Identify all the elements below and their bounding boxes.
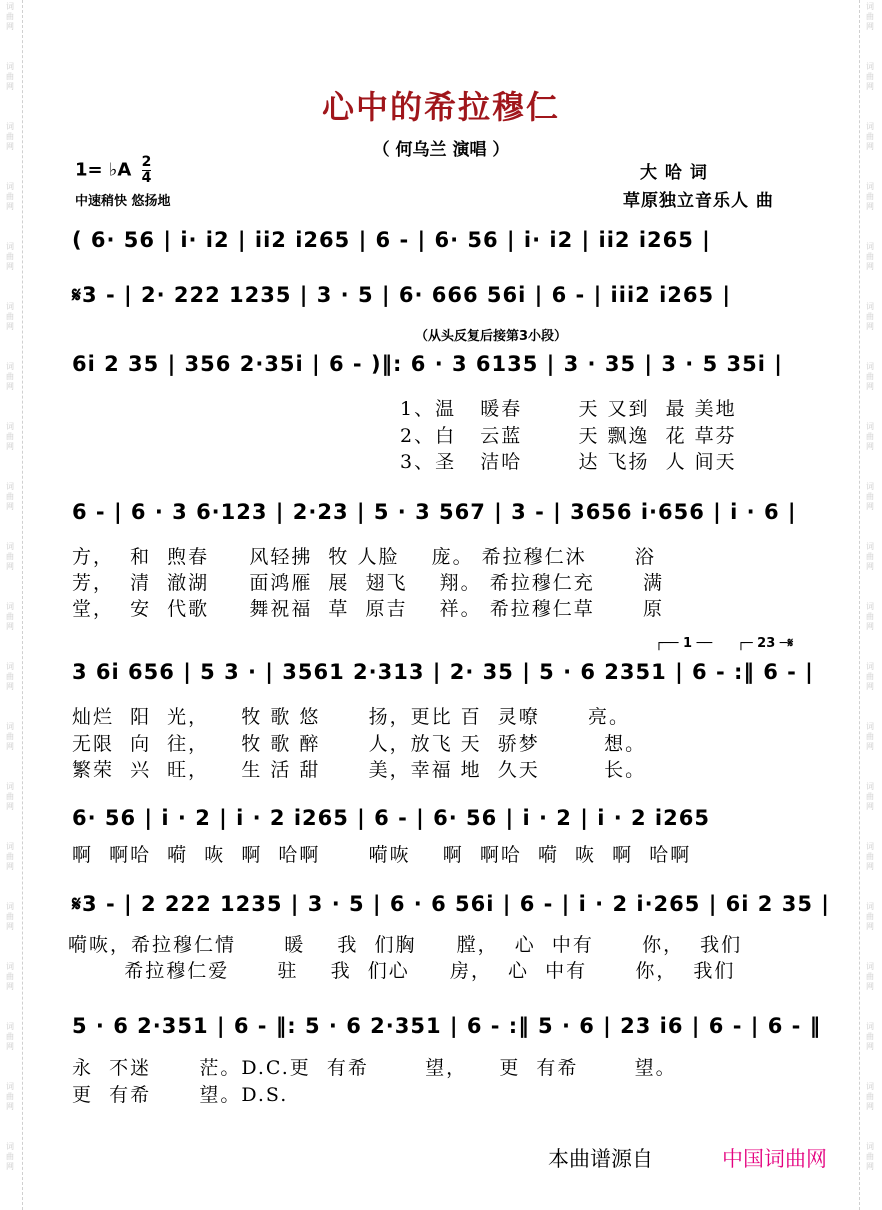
watermark-text: 词 曲 网 — [866, 422, 874, 451]
tempo-marking: 中速稍快 悠扬地 — [75, 194, 171, 209]
watermark-text: 词 曲 网 — [6, 602, 14, 631]
watermark-text: 词 曲 网 — [866, 62, 874, 91]
watermark-text: 词 曲 网 — [866, 2, 874, 31]
lyric-line: 1、温 暖春 天 又到 最 美地 — [400, 398, 737, 420]
watermark-text: 词 曲 网 — [6, 62, 14, 91]
source-label: 本曲谱源自 — [548, 1147, 653, 1171]
lyricist-credit: 大 哈 词 — [640, 163, 708, 183]
watermark-text: 词 曲 网 — [6, 962, 14, 991]
watermark-text: 词 曲 网 — [6, 1022, 14, 1051]
lyric-line: 繁荣 兴 旺， 生 活 甜 美，幸福 地 久天 长。 — [72, 759, 647, 781]
lyric-line: 嗬咴，希拉穆仁情 暖 我 们胸 膛， 心 中有 你， 我们 — [68, 934, 743, 956]
watermark-text: 词 曲 网 — [866, 782, 874, 811]
watermark-text: 词 曲 网 — [6, 2, 14, 31]
watermark-text: 词 曲 网 — [6, 122, 14, 151]
key-signature — [75, 155, 151, 186]
watermark-text: 词 曲 网 — [866, 242, 874, 271]
watermark-text: 词 曲 网 — [6, 422, 14, 451]
watermark-text: 词 曲 网 — [866, 722, 874, 751]
watermark-text: 词 曲 网 — [866, 302, 874, 331]
first-ending-bracket: ┌── 1 ── — [655, 636, 713, 651]
watermark-text: 词 曲 网 — [866, 482, 874, 511]
watermark-text: 词 曲 网 — [6, 242, 14, 271]
watermark-text: 词 曲 网 — [866, 122, 874, 151]
lyric-line: 永 不迷 茫。D.C.更 有希 望， 更 有希 望。 — [72, 1057, 677, 1079]
lyric-line: 希拉穆仁爱 驻 我 们心 房， 心 中有 你， 我们 — [68, 960, 736, 982]
watermark-text: 词 曲 网 — [6, 542, 14, 571]
watermark-text: 词 曲 网 — [866, 962, 874, 991]
notation-row: 6i 2 35 | 356 2·35i | 6 - )‖: 6 · 3 6135 | 3 · 35 | 3 · 5 35i | — [72, 352, 783, 376]
left-watermark-strip — [0, 0, 23, 1210]
watermark-text: 词 曲 网 — [866, 1022, 874, 1051]
watermark-text: 词 曲 网 — [866, 1082, 874, 1111]
watermark-text: 词 曲 网 — [6, 482, 14, 511]
lyric-line: 啊 啊哈 嗬 咴 啊 哈啊 嗬咴 啊 啊哈 嗬 咴 啊 哈啊 — [72, 844, 692, 866]
notation-row: 3 6i 656 | 5 3 · | 3561 2·313 | 2· 35 | 5 · 6 2351 | 6 - :‖ 6 - | — [72, 660, 814, 684]
watermark-text: 词 曲 网 — [6, 302, 14, 331]
notation-row: ( 6· 56 | i· i2 | ii2 i265 | 6 - | 6· 56 | i· i2 | ii2 i265 | — [72, 228, 711, 252]
performer-line: （ 何乌兰 演唱 ） — [372, 140, 510, 160]
watermark-text: 词 曲 网 — [6, 782, 14, 811]
watermark-text: 词 曲 网 — [6, 1082, 14, 1111]
key-label: 1= ♭A — [75, 159, 132, 181]
lyric-line: 方， 和 煦春 风轻拂 牧 人脸 庞。 希拉穆仁沐 浴 — [72, 546, 656, 568]
time-numerator: 2 — [141, 154, 152, 170]
watermark-text: 词 曲 网 — [6, 662, 14, 691]
watermark-text: 词 曲 网 — [6, 362, 14, 391]
repeat-annotation: （从头反复后接第3小段） — [415, 329, 568, 344]
time-signature — [142, 155, 152, 186]
score-title: 心中的希拉穆仁 — [321, 88, 560, 126]
watermark-text: 词 曲 网 — [866, 182, 874, 211]
lyric-line: 更 有希 望。D.S. — [72, 1084, 289, 1106]
notation-row: 𝄋3 - | 2 222 1235 | 3 · 5 | 6 · 6 56i | 6 - | i · 2 i·265 | 6i 2 35 | — [72, 892, 830, 916]
right-watermark-strip — [859, 0, 882, 1210]
watermark-text: 词 曲 网 — [866, 362, 874, 391]
lyric-line: 堂， 安 代歌 舞祝福 草 原吉 祥。 希拉穆仁草 原 — [72, 598, 664, 620]
lyric-line: 3、圣 洁哈 达 飞扬 人 间天 — [400, 451, 737, 473]
watermark-text: 词 曲 网 — [866, 1142, 874, 1171]
lyric-line: 2、白 云蓝 天 飘逸 花 草芬 — [400, 425, 737, 447]
notation-row: 6 - | 6 · 3 6·123 | 2·23 | 5 · 3 567 | 3 - | 3656 i·656 | i · 6 | — [72, 500, 797, 524]
watermark-text: 词 曲 网 — [6, 842, 14, 871]
second-ending-bracket: ┌─ 23 ─𝄋 — [737, 636, 794, 651]
time-denominator: 4 — [141, 170, 152, 186]
site-brand-link[interactable]: 中国词曲网 — [722, 1147, 827, 1171]
watermark-text: 词 曲 网 — [6, 722, 14, 751]
watermark-text: 词 曲 网 — [6, 182, 14, 211]
watermark-text: 词 曲 网 — [866, 902, 874, 931]
watermark-text: 词 曲 网 — [6, 902, 14, 931]
watermark-text: 词 曲 网 — [866, 842, 874, 871]
lyric-line: 芳， 清 澈湖 面鸿雁 展 翅飞 翔。 希拉穆仁充 满 — [72, 572, 664, 594]
composer-credit: 草原独立音乐人 曲 — [623, 191, 774, 211]
watermark-text: 词 曲 网 — [866, 602, 874, 631]
notation-row: 6· 56 | i · 2 | i · 2 i265 | 6 - | 6· 56 | i · 2 | i · 2 i265 — [72, 806, 710, 830]
notation-row: 5 · 6 2·351 | 6 - ‖: 5 · 6 2·351 | 6 - :‖ 5 · 6 | 23 i6 | 6 - | 6 - ‖ — [72, 1014, 822, 1038]
notation-row: 𝄋3 - | 2· 222 1235 | 3 · 5 | 6· 666 56i | 6 - | iii2 i265 | — [72, 283, 732, 307]
watermark-text: 词 曲 网 — [6, 1142, 14, 1171]
lyric-line: 无限 向 往， 牧 歌 醉 人，放飞 天 骄梦 想。 — [72, 733, 647, 755]
watermark-text: 词 曲 网 — [866, 542, 874, 571]
lyric-line: 灿烂 阳 光， 牧 歌 悠 扬，更比 百 灵嘹 亮。 — [72, 706, 630, 728]
watermark-text: 词 曲 网 — [866, 662, 874, 691]
